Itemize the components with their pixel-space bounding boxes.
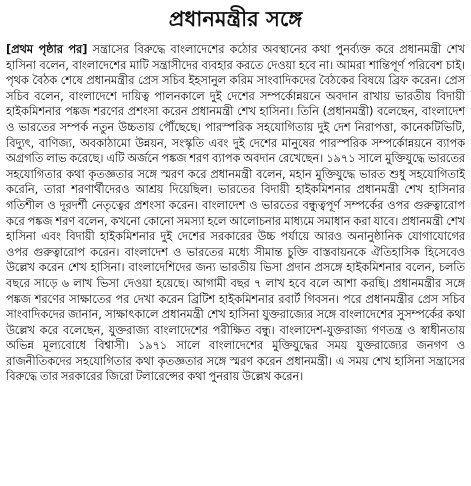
article-body [6, 42, 465, 385]
continuation-label: [প্রথম পৃষ্ঠার পর] [6, 42, 88, 56]
article-body-text: সন্ত্রাসের বিরুদ্ধে বাংলাদেশের কঠোর অবস্থানের কথা পুনর্ব্যক্ত করে প্রধানমন্ত্রী শেখ হাসিনা বলেন, বাংলাদেশের মাটি সন্ত্রাসীদের ব্যবহার করতে দেওয়া হবে না। আমরা শান্তিপূর্ণ পরিবেশ চাই। পৃথক বৈঠক শেষে প্রধানমন্ত্রীর প্রেস সচিব ইহসানুল করিম সাংবাদিকদের বৈঠকের বিষয়ে ব্রিফ করেন। প্রেস সচিব বলেন, বাংলাদেশে দায়িত্ব পালনকালে দুই দেশের সম্পর্কোন্নয়নে অবদান রাখায় ভারতীয় বিদায়ী হাইকমিশনার পঙ্কজ শরণের প্রশংসা করেন প্রধানমন্ত্রী শেখ হাসিনা। তিনি (প্রধানমন্ত্রী) বলেছেন, বাংলাদেশ ও ভারতের সম্পর্ক নতুন উচ্চতায় পৌঁছেছে। পারস্পরিক সহযোগিতায় দুই দেশ নিরাপত্তা, কানেকটিভিটি, বিদ্যুৎ, বাণিজ্য, অবকাঠামো উন্নয়ন, সংস্কৃতি এবং দুই দেশের মানুষের পারস্পরিক সম্পর্কোন্নয়নে ব্যাপক অগ্রগতি লাভ করেছে। এটি অর্জনে পঙ্কজ শরণ ব্যাপক অবদান রেখেছেন। ১৯৭১ সালে মুক্তিযুদ্ধে ভারতের সহযোগিতার কথা কৃতজ্ঞতার সঙ্গে স্মরণ করে প্রধানমন্ত্রী বলেন, মহান মুক্তিযুদ্ধে ভারত শুধু সহযোগিতাই করেনি, তারা শরণার্থীদেরও আশ্রয় দিয়েছিল। ভারতের বিদায়ী হাইকমিশনার প্রধানমন্ত্রী শেখ হাসিনার গতিশীল ও দূরদর্শী নেতৃত্বের প্রশংসা করেন। বাংলাদেশ ও ভারতের বন্ধুত্বপূর্ণ সম্পর্কের ওপর গুরুত্বারোপ করে পঙ্কজ শরণ বলেন, কখনো কোনো সমস্যা হলে আলোচনার মাধ্যমে সমাধান করা যাবে। প্রধানমন্ত্রী শেখ হাসিনা এবং বিদায়ী হাইকমিশনার দুই দেশের সরকারের উচ্চ পর্যায়ে আরও অনানুষ্ঠানিক যোগাযোগের ওপর গুরুত্বারোপ করেন। বাংলাদেশ ও ভারতের মধ্যে সীমান্ত চুক্তি বাস্তবায়নকে ঐতিহাসিক হিসেবেও উল্লেখ করেন শেখ হাসিনা। বাংলাদেশিদের জন্য ভারতীয় ভিসা প্রদান প্রসঙ্গে হাইকমিশনার বলেন, চলতি বছরে সাড়ে ৬ লাখ ভিসা দেওয়া হয়েছে। আগামী বছর ৭ লাখ হবে বলে আশা করছি। প্রধানমন্ত্রীর সঙ্গে পঙ্কজ শরণের সাক্ষাতের পর দেখা করেন ব্রিটিশ হাইকমিশনার রবার্ট গিবসন। পরে প্রধানমন্ত্রীর প্রেস সচিব সাংবাদিকদের জানান, সাক্ষাৎকালে প্রধানমন্ত্রী শেখ হাসিনা যুক্তরাজ্যের সঙ্গে বাংলাদেশের সুসম্পর্কের কথা উল্লেখ করে বলেছেন, যুক্তরাজ্য বাংলাদেশের পরীক্ষিত বন্ধু। বাংলাদেশ-যুক্তরাজ্য গণতন্ত্র ও স্বাধীনতায় অভিন্ন মূল্যবোধে বিশ্বাসী। ১৯৭১ সালে বাংলাদেশের মুক্তিযুদ্ধের সময় যুক্তরাজ্যের জনগণ ও রাজনীতিকদের সহযোগিতার কথা কৃতজ্ঞতার সঙ্গে স্মরণ করেন প্রধানমন্ত্রী। এ সময় শেখ হাসিনা সন্ত্রাসের বিরুদ্ধে তার সরকারের জিরো টলারেন্সের কথা পুনরায় উল্লেখ করেন। [6, 42, 465, 384]
article-headline: প্রধানমন্ত্রীর সঙ্গে [168, 6, 303, 31]
